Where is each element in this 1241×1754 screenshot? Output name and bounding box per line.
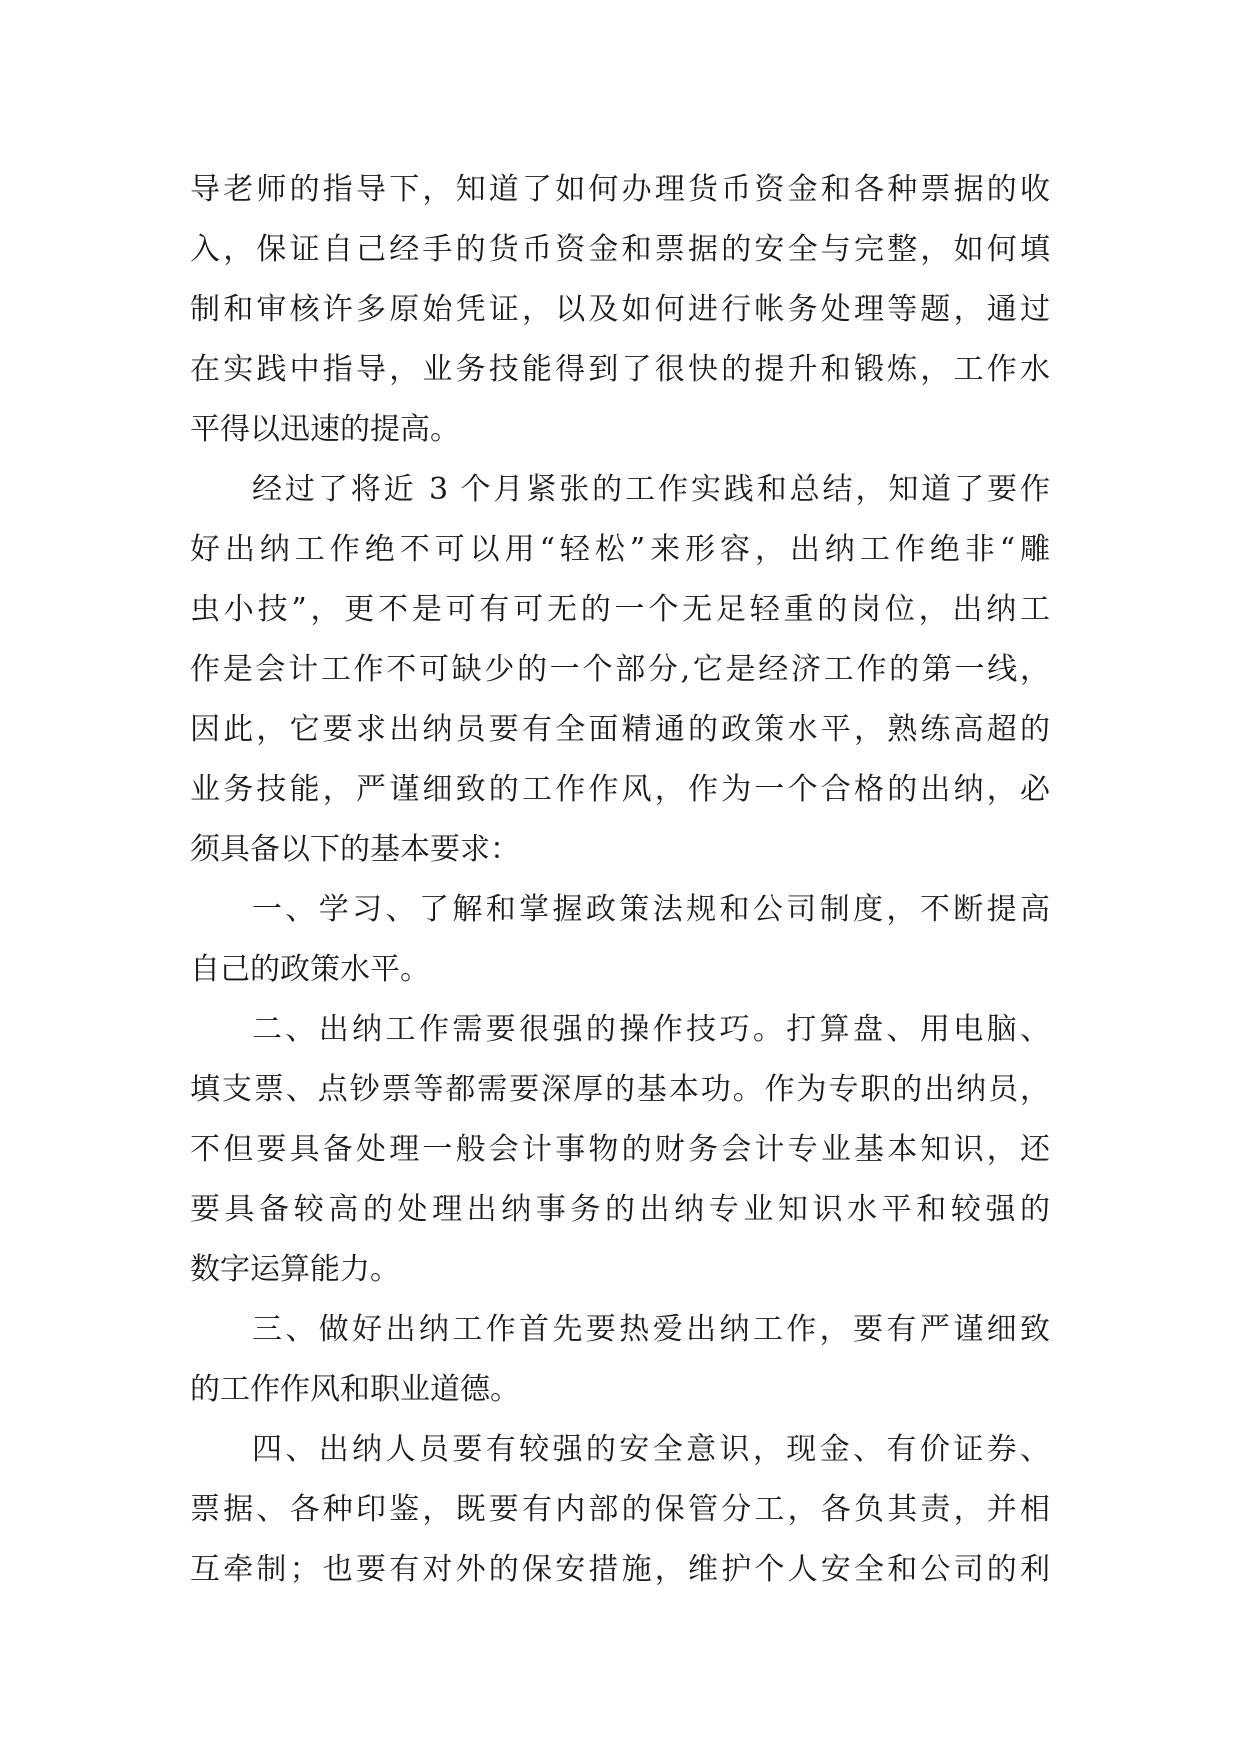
text-line: 业务技能，严谨细致的工作作风，作为一个合格的出纳，必 <box>190 772 1050 807</box>
text-line: 作是会计工作不可缺少的一个部分,它是经济工作的第一线， <box>190 652 1050 687</box>
text-line: 一、学习、了解和掌握政策法规和公司制度，不断提高 <box>252 892 1050 927</box>
text-line: 入，保证自己经手的货币资金和票据的安全与完整，如何填 <box>190 232 1050 267</box>
text-line: 的工作作风和职业道德。 <box>190 1372 520 1407</box>
text-line: 票据、各种印鉴，既要有内部的保管分工，各负其责，并相 <box>190 1492 1050 1527</box>
text-line: 经过了将近 3 个月紧张的工作实践和总结，知道了要作 <box>252 472 1050 507</box>
text-line: 在实践中指导，业务技能得到了很快的提升和锻炼，工作水 <box>190 352 1050 387</box>
text-line: 不但要具备处理一般会计事物的财务会计专业基本知识，还 <box>190 1132 1050 1167</box>
text-line: 三、做好出纳工作首先要热爱出纳工作，要有严谨细致 <box>252 1312 1050 1347</box>
text-line: 自己的政策水平。 <box>190 952 430 987</box>
document-body <box>190 160 1050 1600</box>
text-line: 要具备较高的处理出纳事务的出纳专业知识水平和较强的 <box>190 1192 1050 1227</box>
text-line: 填支票、点钞票等都需要深厚的基本功。作为专职的出纳员， <box>190 1072 1050 1107</box>
text-line: 互牵制；也要有对外的保安措施，维护个人安全和公司的利 <box>190 1552 1050 1587</box>
text-line: 数字运算能力。 <box>190 1252 400 1287</box>
text-line: 平得以迅速的提高。 <box>190 412 460 447</box>
text-line: 四、出纳人员要有较强的安全意识，现金、有价证券、 <box>252 1432 1050 1467</box>
text-line: 须具备以下的基本要求： <box>190 832 520 867</box>
text-line: 因此，它要求出纳员要有全面精通的政策水平，熟练高超的 <box>190 712 1050 747</box>
text-line: 导老师的指导下，知道了如何办理货币资金和各种票据的收 <box>190 172 1050 207</box>
text-line: 制和审核许多原始凭证，以及如何进行帐务处理等题，通过 <box>190 292 1050 327</box>
text-line: 二、出纳工作需要很强的操作技巧。打算盘、用电脑、 <box>252 1012 1050 1047</box>
text-line: 虫小技”，更不是可有可无的一个无足轻重的岗位，出纳工 <box>190 592 1050 627</box>
text-line: 好出纳工作绝不可以用“轻松”来形容，出纳工作绝非“雕 <box>190 532 1050 567</box>
